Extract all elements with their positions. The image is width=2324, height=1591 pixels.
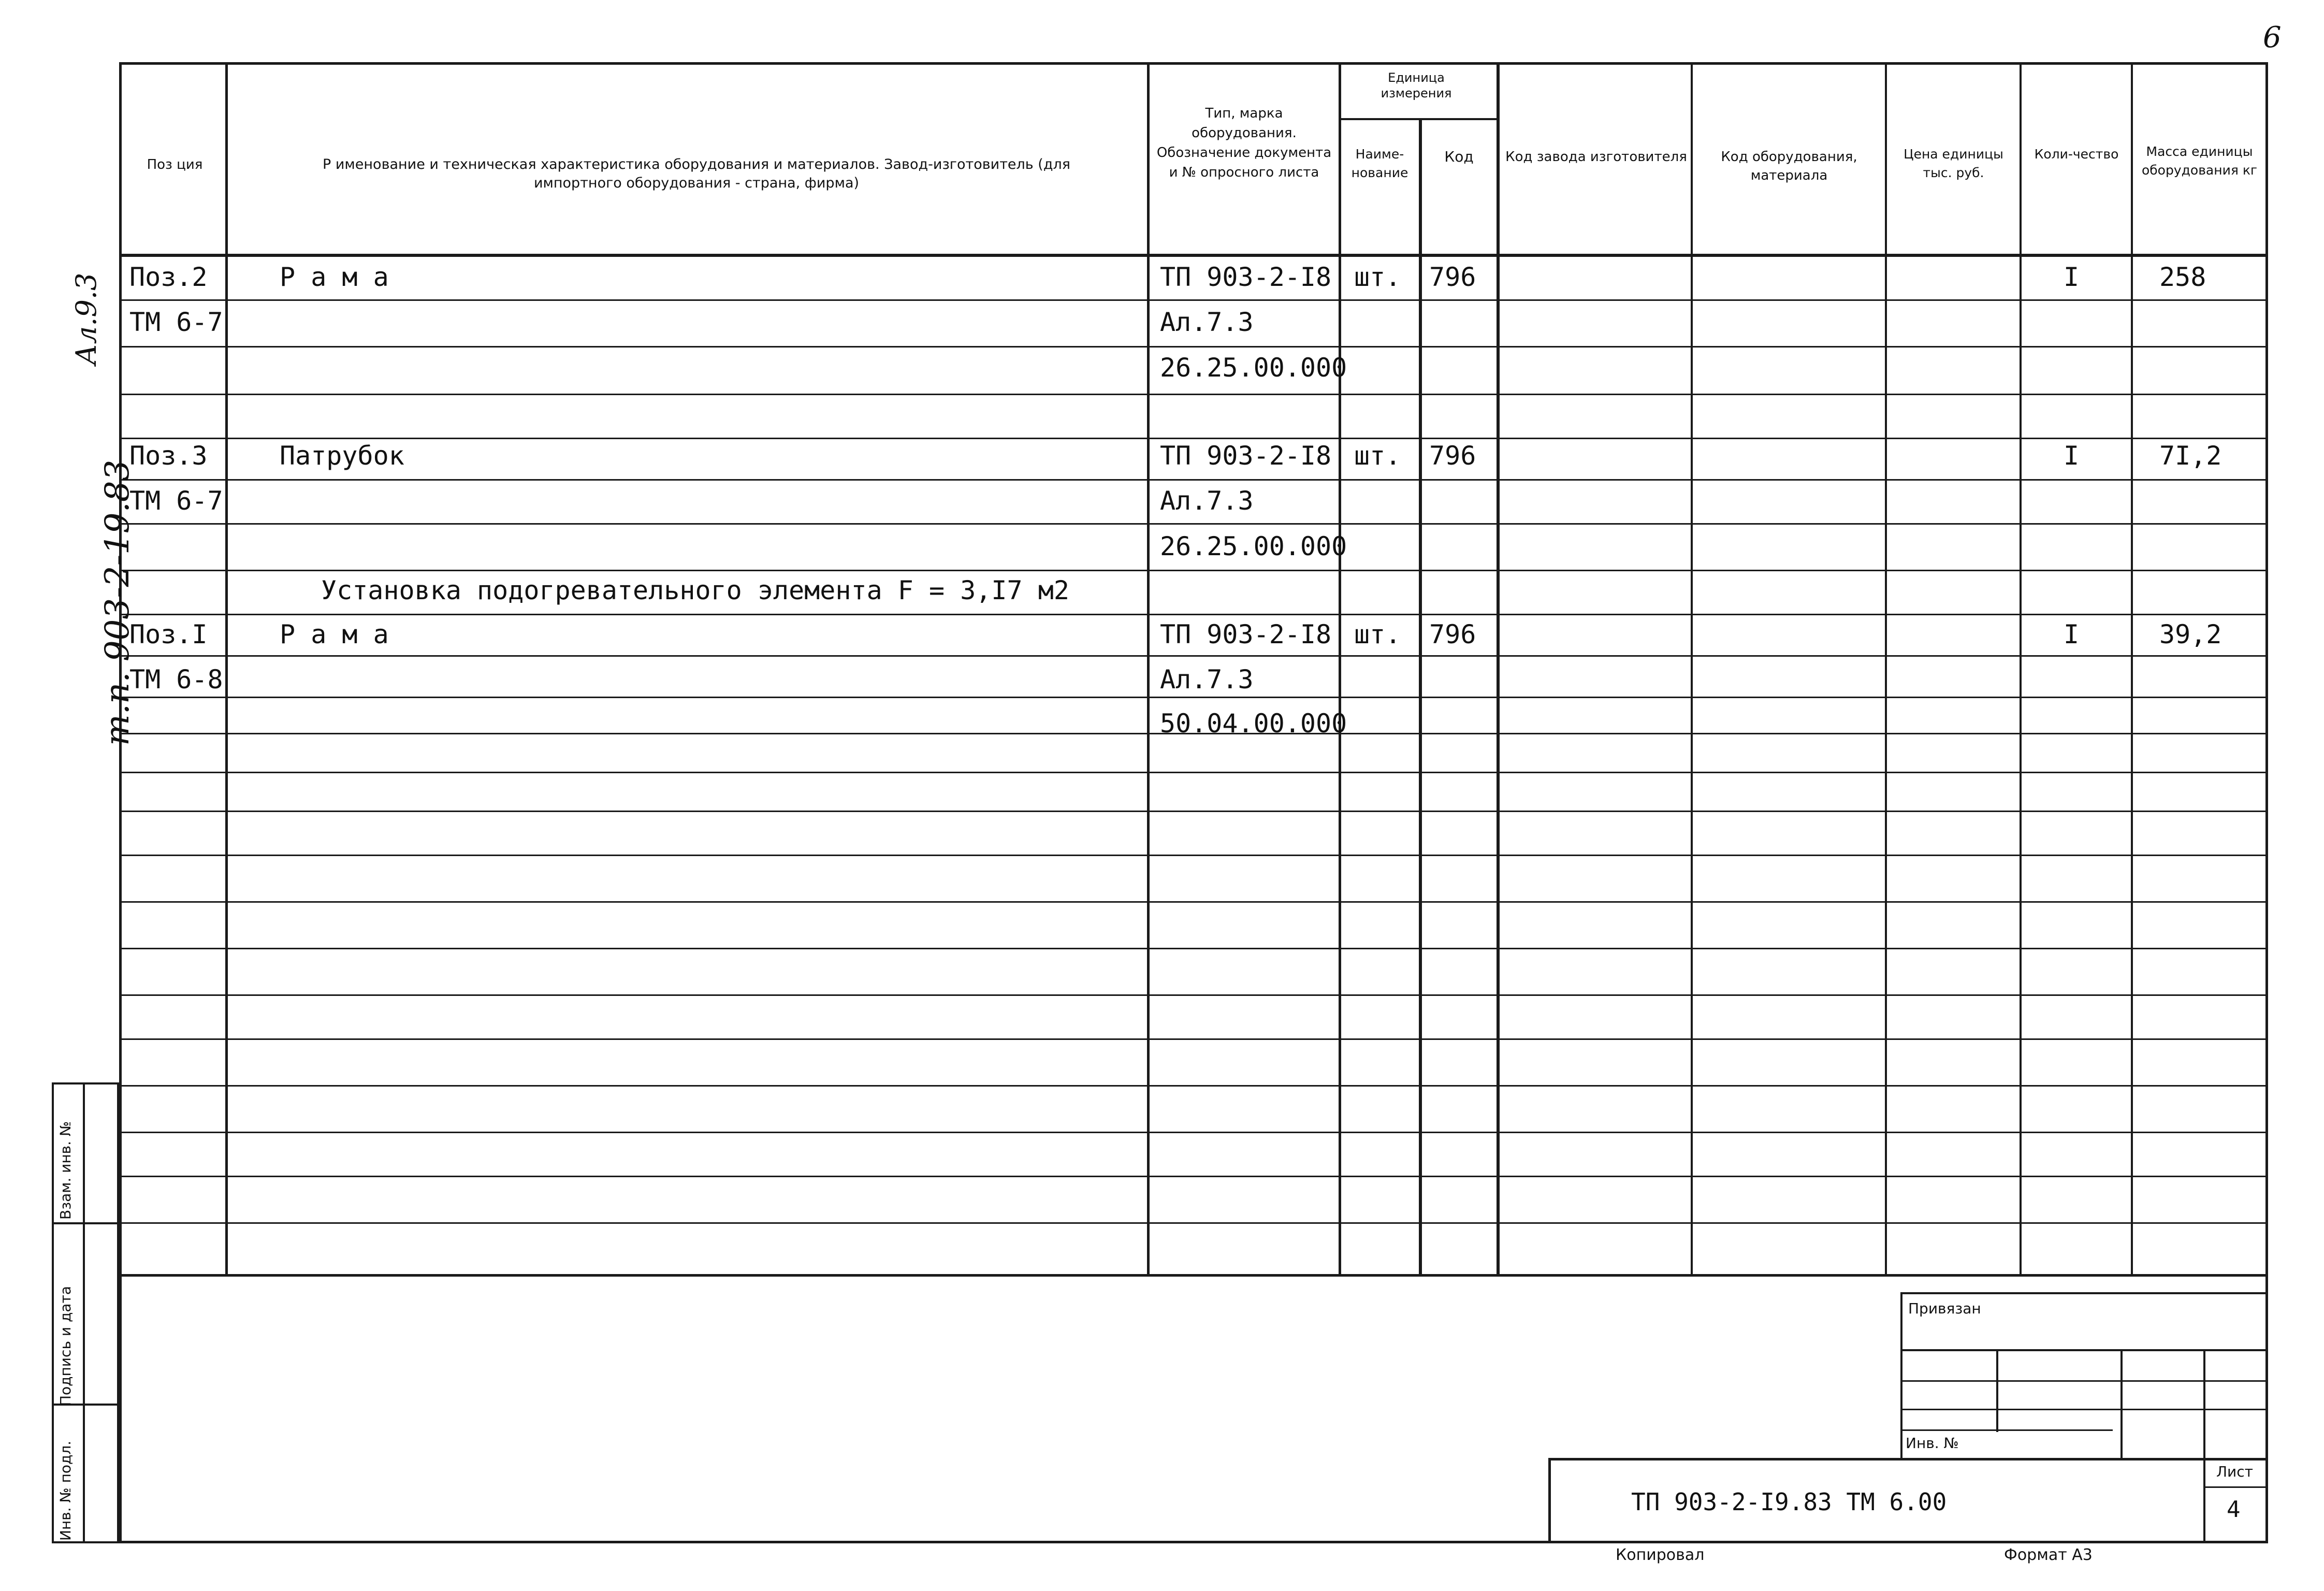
stamp-inv-replaced: Взам. инв. № (57, 1121, 74, 1220)
col-line (1339, 62, 1341, 1277)
row-line (119, 346, 2268, 348)
row-position: Поз.I (129, 619, 208, 649)
header-equipment-code: Код оборудования, материала (1721, 149, 1857, 183)
page-number: 6 (2263, 21, 2282, 54)
row-line (119, 994, 2268, 996)
row-type: 26.25.00.000 (1160, 531, 1347, 561)
row-position: Поз.2 (129, 262, 208, 292)
header-name: Р именование и техническая характеристика оборудования и материалов. Завод-изготовитель (для импортного оборудования - страна, фирма) (323, 156, 1070, 191)
row-type: Ал.7.3 (1160, 307, 1254, 337)
title-line (1900, 1429, 2113, 1431)
row-line (119, 523, 2268, 525)
row-qty: I (2064, 262, 2080, 292)
document-code: ТП 903-2-I9.83 ТМ 6.00 (1631, 1488, 1947, 1516)
footer-copied: Копировал (1616, 1546, 1705, 1564)
header-qty: Коли-чество (2034, 147, 2119, 162)
row-mass: 39,2 (2159, 619, 2222, 649)
row-line (119, 1176, 2268, 1177)
col-line (1497, 62, 1500, 1277)
row-line (119, 1132, 2268, 1133)
col-line (1691, 62, 1693, 1277)
row-qty: I (2064, 619, 2080, 649)
stamp-sign-date: Подпись и дата (57, 1286, 74, 1406)
project-side-note: т.п. 903-2-19.83 (98, 459, 137, 746)
row-unit: шт. (1354, 262, 1401, 292)
row-type: Ал.7.3 (1160, 664, 1254, 695)
row-qty: I (2064, 441, 2080, 471)
stamp-inv-original: Инв. № подл. (57, 1440, 74, 1541)
album-side-note: Ал.9.3 (70, 272, 103, 365)
sheet-label: Лист (2216, 1463, 2253, 1480)
stamp-divider (83, 1082, 85, 1543)
row-line (119, 811, 2268, 812)
row-line (119, 655, 2268, 657)
row-position: Поз.3 (129, 441, 208, 471)
row-line (119, 901, 2268, 903)
row-position: ТМ 6-7 (129, 307, 223, 337)
row-position: ТМ 6-8 (129, 664, 223, 695)
title-line (2203, 1349, 2205, 1458)
col-line (1147, 62, 1150, 1277)
title-line (2120, 1349, 2123, 1458)
row-line (119, 1085, 2268, 1087)
unit-subheader-line (1339, 118, 1497, 120)
sheet-box-line (2203, 1486, 2268, 1488)
row-type: Ал.7.3 (1160, 486, 1254, 516)
row-line (119, 948, 2268, 949)
row-name: Установка подогревательного элемента F = 3,I7 м2 (321, 575, 1069, 605)
sheet-box-line (2203, 1458, 2205, 1543)
row-code: 796 (1429, 441, 1476, 471)
col-line (2131, 62, 2133, 1277)
row-type: ТП 903-2-I8 (1160, 441, 1332, 471)
row-type: ТП 903-2-I8 (1160, 262, 1332, 292)
row-code: 796 (1429, 619, 1476, 649)
row-position: ТМ 6-7 (129, 486, 223, 516)
title-line (1900, 1349, 2268, 1351)
col-line (2020, 62, 2022, 1277)
row-type: 50.04.00.000 (1160, 708, 1347, 739)
row-line (119, 772, 2268, 773)
row-unit: шт. (1354, 619, 1401, 649)
col-line (225, 62, 228, 1277)
row-type: 26.25.00.000 (1160, 353, 1347, 383)
row-line (119, 570, 2268, 571)
header-unit: Единица измерения (1381, 70, 1452, 100)
title-line (1900, 1380, 2268, 1382)
row-line (119, 394, 2268, 395)
header-type: Тип, марка оборудования. Обозначение документа и № опросного листа (1156, 106, 1332, 180)
row-line (119, 299, 2268, 301)
header-factory-code: Код завода изготовителя (1505, 149, 1687, 165)
header-divider (119, 254, 2268, 257)
row-mass: 258 (2159, 262, 2206, 292)
row-line (119, 1222, 2268, 1224)
row-type: ТП 903-2-I8 (1160, 619, 1332, 649)
header-unit-name: Наиме-нование (1351, 147, 1408, 180)
title-block-privyazan (1900, 1292, 2268, 1458)
row-code: 796 (1429, 262, 1476, 292)
row-line (119, 855, 2268, 856)
row-line (119, 1038, 2268, 1040)
row-mass: 7I,2 (2159, 441, 2222, 471)
footer-format: Формат А3 (2004, 1546, 2093, 1564)
privyazan-label: Привязан (1908, 1300, 1981, 1317)
header-unit-code: Код (1444, 148, 1474, 165)
header-mass: Масса единицы оборудования кг (2141, 144, 2258, 178)
row-line (119, 614, 2268, 615)
row-name: Патрубок (280, 441, 404, 471)
title-line (1996, 1349, 1998, 1432)
header-price: Цена единицы тыс. руб. (1904, 147, 2003, 180)
row-name: Р а м а (280, 262, 389, 292)
row-name: Р а м а (280, 619, 389, 649)
inv-no-label: Инв. № (1906, 1435, 1959, 1452)
row-unit: шт. (1354, 441, 1401, 471)
table-bottom-line (119, 1274, 2268, 1277)
sheet-number: 4 (2227, 1496, 2241, 1523)
row-line (119, 479, 2268, 481)
col-line (1885, 62, 1887, 1277)
stamp-divider (52, 1222, 119, 1224)
row-line (119, 438, 2268, 439)
header-position: Поз ция (147, 157, 203, 172)
row-line (119, 697, 2268, 698)
title-line (1900, 1409, 2268, 1410)
